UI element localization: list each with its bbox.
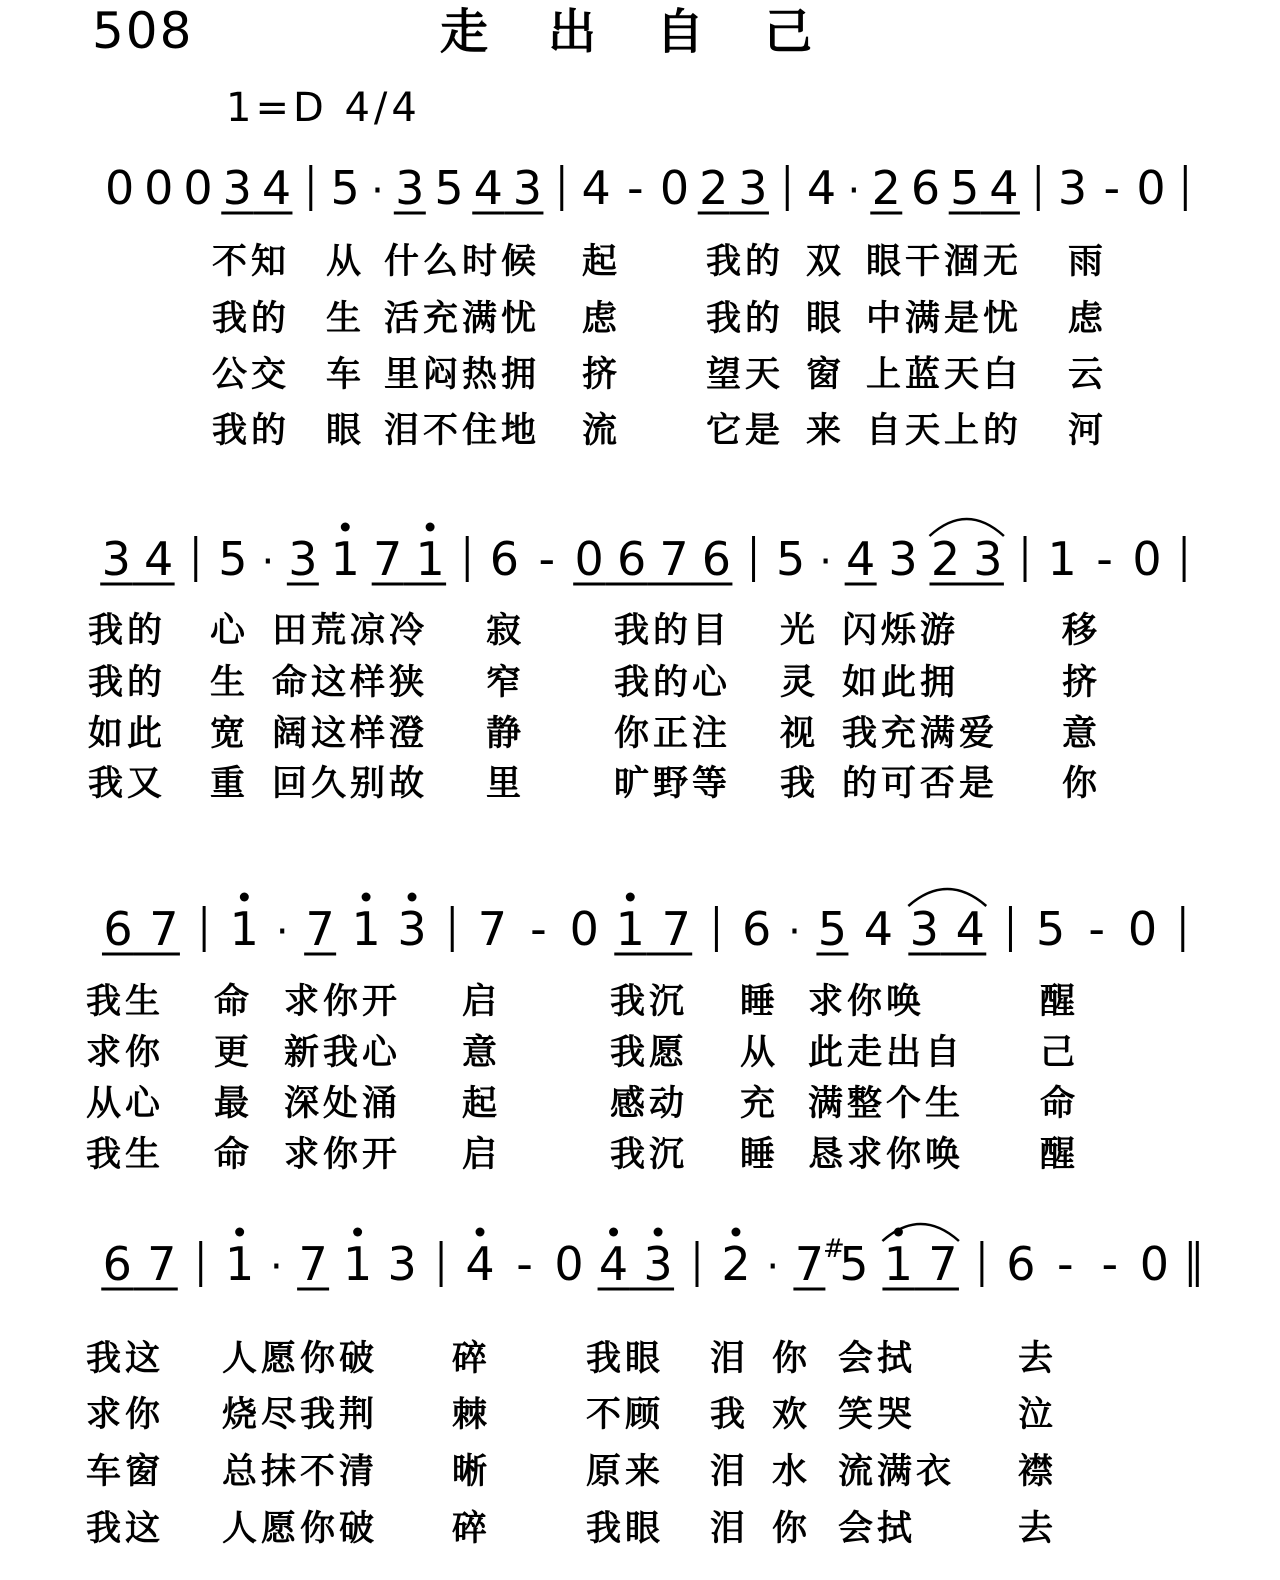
lyric-segment: 我眼 bbox=[586, 1339, 665, 1379]
lyric-segment: 泪 bbox=[710, 1452, 746, 1492]
lyric-segment: 此走出自 bbox=[808, 1033, 965, 1073]
lyric-segment: 泪不住地 bbox=[384, 411, 541, 451]
lyric-segment: 中满是忧 bbox=[866, 299, 1023, 339]
lyric-segment: 感动 bbox=[610, 1084, 689, 1124]
lyric-segment: 求你开 bbox=[284, 1135, 402, 1175]
lyric-segment: 光 bbox=[780, 611, 816, 651]
note: 6 bbox=[616, 532, 647, 586]
hymn-number: 508 bbox=[92, 2, 194, 60]
lyric-segment: 回久别故 bbox=[272, 764, 429, 804]
augmentation-dot: · bbox=[847, 168, 861, 214]
note: 6 bbox=[1006, 1237, 1036, 1291]
lyric-segment: 更 bbox=[214, 1033, 250, 1073]
lyric-segment: 命 bbox=[214, 982, 250, 1022]
augmentation-dot: · bbox=[766, 1244, 780, 1290]
lyric-segment: 眼 bbox=[326, 411, 362, 451]
lyric-segment: 我的 bbox=[88, 663, 167, 703]
lyric-segment: 阔这样澄 bbox=[272, 714, 429, 754]
lyric-segment: 晰 bbox=[452, 1452, 488, 1492]
note: 4 bbox=[955, 902, 985, 956]
lyric-segment: 云 bbox=[1068, 355, 1104, 395]
note: 3 bbox=[395, 161, 425, 215]
lyric-segment: 里 bbox=[486, 764, 522, 804]
note: 0 bbox=[104, 161, 135, 215]
lyric-segment: 从心 bbox=[86, 1084, 165, 1124]
note: 6 bbox=[102, 1237, 132, 1291]
note: 7 bbox=[661, 902, 691, 956]
lyric-segment: 车窗 bbox=[86, 1452, 165, 1492]
lyric-segment: 起 bbox=[462, 1084, 498, 1124]
lyric-segment: 我充满爱 bbox=[842, 714, 999, 754]
lyric-segment: 流 bbox=[582, 411, 618, 451]
octave-dot bbox=[609, 1228, 618, 1237]
note: 2 bbox=[721, 1237, 751, 1291]
lyric-segment: 泣 bbox=[1018, 1395, 1054, 1435]
lyric-segment: 碎 bbox=[452, 1509, 488, 1549]
augmentation-dot: · bbox=[261, 539, 275, 585]
note: 1 bbox=[342, 1237, 373, 1291]
augmentation-dot: · bbox=[270, 1244, 283, 1290]
lyric-segment: 最 bbox=[214, 1084, 250, 1124]
note: 3 bbox=[222, 161, 252, 215]
lyric-segment: 欢 bbox=[772, 1395, 808, 1435]
note: 0 bbox=[183, 161, 213, 215]
lyric-segment: 视 bbox=[780, 714, 816, 754]
lyric-segment: 醒 bbox=[1040, 1135, 1076, 1175]
lyric-segment: 求你开 bbox=[284, 982, 402, 1022]
lyric-segment: 碎 bbox=[452, 1339, 488, 1379]
lyric-segment: 移 bbox=[1062, 611, 1098, 651]
slur bbox=[929, 519, 1003, 536]
note: 6 bbox=[741, 902, 772, 956]
lyric-segment: 原来 bbox=[586, 1452, 665, 1492]
note: 1 bbox=[615, 902, 645, 956]
lyric-segment: 命这样狭 bbox=[272, 663, 429, 703]
lyric-segment: 挤 bbox=[582, 355, 618, 395]
note: 7 bbox=[298, 1237, 328, 1291]
lyric-segment: 如此拥 bbox=[842, 663, 960, 703]
slur bbox=[882, 1224, 959, 1241]
note: 6 bbox=[489, 532, 519, 586]
octave-dot bbox=[654, 1228, 663, 1237]
lyric-segment: 自天上的 bbox=[866, 411, 1023, 451]
note: 3 bbox=[101, 532, 131, 586]
octave-dot bbox=[426, 523, 435, 532]
octave-dot bbox=[235, 1228, 244, 1237]
key-signature: 1=D 4/4 bbox=[226, 85, 421, 131]
note: 7 bbox=[928, 1237, 958, 1291]
extension-dash: - bbox=[1057, 1237, 1074, 1291]
lyric-segment: 水 bbox=[772, 1452, 808, 1492]
lyric-segment: 我这 bbox=[86, 1509, 165, 1549]
lyric-segment: 窄 bbox=[486, 663, 522, 703]
note: 3 bbox=[643, 1237, 673, 1291]
note: 3 bbox=[888, 532, 918, 586]
lyric-segment: 来 bbox=[806, 411, 842, 451]
lyric-segment: 命 bbox=[214, 1135, 250, 1175]
lyric-segment: 我的心 bbox=[614, 663, 732, 703]
note: 5 bbox=[950, 161, 980, 215]
note: 3 bbox=[1057, 161, 1088, 215]
note: 5 bbox=[1036, 902, 1066, 956]
lyric-segment: 灵 bbox=[780, 663, 816, 703]
lyric-segment: 我愿 bbox=[610, 1033, 689, 1073]
octave-dot bbox=[362, 893, 371, 902]
lyric-segment: 求你 bbox=[86, 1033, 165, 1073]
lyric-segment: 眼 bbox=[806, 299, 842, 339]
lyric-segment: 人愿你破 bbox=[222, 1339, 379, 1379]
augmentation-dot: · bbox=[371, 168, 384, 214]
extension-dash: - bbox=[1103, 161, 1121, 215]
note: 1 bbox=[229, 902, 259, 956]
lyric-segment: 睡 bbox=[740, 1135, 776, 1175]
lyric-segment: 虑 bbox=[582, 299, 618, 339]
lyric-segment: 我又 bbox=[88, 764, 167, 804]
lyric-segment: 虑 bbox=[1068, 299, 1104, 339]
lyric-segment: 我的 bbox=[212, 299, 291, 339]
lyric-segment: 流满衣 bbox=[838, 1452, 956, 1492]
lyric-segment: 上蓝天白 bbox=[866, 355, 1023, 395]
note: 7 bbox=[305, 902, 335, 956]
octave-dot bbox=[408, 893, 417, 902]
lyric-segment: 襟 bbox=[1018, 1452, 1054, 1492]
extension-dash: - bbox=[516, 1237, 533, 1291]
note: 5 bbox=[434, 161, 464, 215]
lyric-segment: 重 bbox=[210, 764, 246, 804]
note: 7 bbox=[373, 532, 403, 586]
lyric-segment: 烧尽我荆 bbox=[222, 1395, 379, 1435]
lyric-segment: 我的 bbox=[88, 611, 167, 651]
note: 4 bbox=[989, 161, 1019, 215]
note: 0 bbox=[1139, 1237, 1170, 1291]
lyric-segment: 人愿你破 bbox=[222, 1509, 379, 1549]
note: 0 bbox=[574, 532, 604, 586]
note: 0 bbox=[554, 1237, 584, 1291]
note: 5 bbox=[817, 902, 848, 956]
extension-dash: - bbox=[1088, 902, 1105, 956]
lyric-segment: 生 bbox=[326, 299, 362, 339]
slur bbox=[908, 889, 986, 906]
note: 4 bbox=[598, 1237, 629, 1291]
augmentation-dot: · bbox=[819, 539, 833, 585]
lyric-segment: 我的 bbox=[706, 242, 785, 282]
augmentation-dot: · bbox=[788, 909, 801, 955]
lyric-segment: 寂 bbox=[486, 611, 522, 651]
octave-dot bbox=[894, 1228, 903, 1237]
octave-dot bbox=[341, 523, 350, 532]
lyric-segment: 双 bbox=[806, 242, 842, 282]
lyric-segment: 河 bbox=[1068, 411, 1104, 451]
lyric-segment: 启 bbox=[462, 1135, 498, 1175]
extension-dash: - bbox=[1101, 1237, 1119, 1291]
lyric-segment: 意 bbox=[1062, 714, 1098, 754]
note: 4 bbox=[143, 532, 174, 586]
lyric-segment: 棘 bbox=[452, 1395, 488, 1435]
lyric-segment: 闪烁游 bbox=[842, 611, 960, 651]
lyric-segment: 我的目 bbox=[614, 611, 732, 651]
lyric-segment: 充 bbox=[740, 1084, 776, 1124]
lyric-segment: 旷野等 bbox=[614, 764, 732, 804]
lyric-segment: 己 bbox=[1040, 1033, 1076, 1073]
note: 1 bbox=[225, 1237, 255, 1291]
lyric-segment: 从 bbox=[326, 242, 362, 282]
lyric-segment: 我眼 bbox=[586, 1509, 665, 1549]
note: 7 bbox=[477, 902, 508, 956]
lyric-segment: 里闷热拥 bbox=[384, 355, 541, 395]
note: 1 bbox=[415, 532, 445, 586]
lyric-segment: 公交 bbox=[212, 355, 291, 395]
note: 0 bbox=[659, 161, 690, 215]
extension-dash: - bbox=[538, 532, 556, 586]
lyric-segment: 求你唤 bbox=[808, 982, 926, 1022]
note: 7 bbox=[659, 532, 689, 586]
note: 7 bbox=[149, 902, 179, 956]
lyric-segment: 我生 bbox=[86, 982, 165, 1022]
lyric-segment: 我的 bbox=[212, 411, 291, 451]
note: 5 bbox=[330, 161, 360, 215]
lyric-segment: 醒 bbox=[1040, 982, 1076, 1022]
lyric-segment: 不知 bbox=[212, 242, 291, 282]
lyric-segment: 命 bbox=[1040, 1084, 1076, 1124]
lyric-segment: 总抹不清 bbox=[222, 1452, 379, 1492]
lyric-segment: 我的 bbox=[706, 299, 785, 339]
lyric-segment: 会拭 bbox=[838, 1509, 917, 1549]
lyric-segment: 求你 bbox=[86, 1395, 165, 1435]
note: 4 bbox=[581, 161, 611, 215]
octave-dot bbox=[476, 1228, 485, 1237]
note: 4 bbox=[465, 1237, 495, 1291]
lyric-segment: 会拭 bbox=[838, 1339, 917, 1379]
note: 6 bbox=[701, 532, 732, 586]
note: 5 bbox=[839, 1237, 869, 1291]
note: 1 bbox=[1047, 532, 1077, 586]
lyric-segment: 它是 bbox=[706, 411, 785, 451]
lyric-segment: 恳求你唤 bbox=[808, 1135, 965, 1175]
note: 4 bbox=[846, 532, 876, 586]
extension-dash: - bbox=[1096, 532, 1113, 586]
note: 0 bbox=[1136, 161, 1166, 215]
lyric-segment: 我沉 bbox=[610, 982, 689, 1022]
lyric-segment: 去 bbox=[1018, 1509, 1054, 1549]
lyric-segment: 深处涌 bbox=[284, 1084, 402, 1124]
lyric-segment: 泪 bbox=[710, 1509, 746, 1549]
lyric-segment: 我这 bbox=[86, 1339, 165, 1379]
lyric-segment: 满整个生 bbox=[808, 1084, 965, 1124]
augmentation-dot: · bbox=[275, 909, 289, 955]
extension-dash: - bbox=[626, 161, 644, 215]
note: 0 bbox=[1127, 902, 1158, 956]
lyric-segment: 我生 bbox=[86, 1135, 165, 1175]
lyric-segment: 挤 bbox=[1062, 663, 1098, 703]
lyric-segment: 泪 bbox=[710, 1339, 746, 1379]
lyric-segment: 不顾 bbox=[586, 1395, 665, 1435]
lyric-segment: 雨 bbox=[1068, 242, 1104, 282]
note: 1 bbox=[883, 1237, 914, 1291]
lyric-segment: 你 bbox=[1062, 764, 1098, 804]
note: 4 bbox=[806, 161, 837, 215]
note: 3 bbox=[909, 902, 939, 956]
note: 3 bbox=[288, 532, 318, 586]
note: 4 bbox=[473, 161, 503, 215]
lyric-segment: 你正注 bbox=[614, 714, 732, 754]
note: 0 bbox=[1132, 532, 1162, 586]
hymn-title: 走出自己 bbox=[440, 4, 873, 60]
lyric-segment: 新我心 bbox=[284, 1033, 402, 1073]
note: 1 bbox=[330, 532, 360, 586]
lyric-segment: 启 bbox=[462, 982, 498, 1022]
lyric-segment: 心 bbox=[210, 611, 246, 651]
lyric-segment: 你 bbox=[772, 1509, 808, 1549]
lyric-segment: 笑哭 bbox=[838, 1395, 917, 1435]
note: 5 bbox=[776, 532, 806, 586]
note: 2 bbox=[871, 161, 901, 215]
note: 6 bbox=[910, 161, 941, 215]
lyric-segment: 睡 bbox=[740, 982, 776, 1022]
lyric-segment: 活充满忧 bbox=[384, 299, 541, 339]
lyric-segment: 意 bbox=[462, 1033, 498, 1073]
note: 0 bbox=[569, 902, 599, 956]
octave-dot bbox=[731, 1228, 740, 1237]
lyric-segment: 起 bbox=[582, 242, 618, 282]
note: 4 bbox=[261, 161, 292, 215]
note: 5 bbox=[218, 532, 248, 586]
lyric-segment: 生 bbox=[210, 663, 246, 703]
lyric-segment: 我沉 bbox=[610, 1135, 689, 1175]
extension-dash: - bbox=[530, 902, 547, 956]
note: 3 bbox=[397, 902, 427, 956]
note: 2 bbox=[699, 161, 729, 215]
note: 7 bbox=[794, 1237, 825, 1291]
octave-dot bbox=[240, 893, 249, 902]
note: 3 bbox=[387, 1237, 417, 1291]
note: 2 bbox=[930, 532, 961, 586]
lyric-segment: 的可否是 bbox=[842, 764, 999, 804]
note: 4 bbox=[863, 902, 894, 956]
lyric-segment: 什么时候 bbox=[384, 242, 541, 282]
lyric-segment: 望天 bbox=[706, 355, 785, 395]
lyric-segment: 去 bbox=[1018, 1339, 1054, 1379]
lyric-segment: 车 bbox=[326, 355, 362, 395]
lyric-segment: 窗 bbox=[806, 355, 842, 395]
lyric-segment: 你 bbox=[772, 1339, 808, 1379]
note: 3 bbox=[738, 161, 768, 215]
lyric-segment: 眼干涸无 bbox=[866, 242, 1023, 282]
sharp-sign: # bbox=[823, 1234, 845, 1264]
lyric-segment: 我 bbox=[710, 1395, 746, 1435]
lyric-segment: 我 bbox=[780, 764, 816, 804]
note: 3 bbox=[973, 532, 1003, 586]
note: 1 bbox=[351, 902, 381, 956]
octave-dot bbox=[626, 893, 635, 902]
lyric-segment: 从 bbox=[740, 1033, 776, 1073]
note: 6 bbox=[103, 902, 133, 956]
lyric-segment: 如此 bbox=[88, 714, 167, 754]
note: 0 bbox=[144, 161, 174, 215]
lyric-segment: 宽 bbox=[210, 714, 246, 754]
octave-dot bbox=[353, 1228, 362, 1237]
lyric-segment: 田荒凉冷 bbox=[272, 611, 429, 651]
lyric-segment: 静 bbox=[486, 714, 522, 754]
note: 7 bbox=[147, 1237, 177, 1291]
note: 3 bbox=[512, 161, 543, 215]
